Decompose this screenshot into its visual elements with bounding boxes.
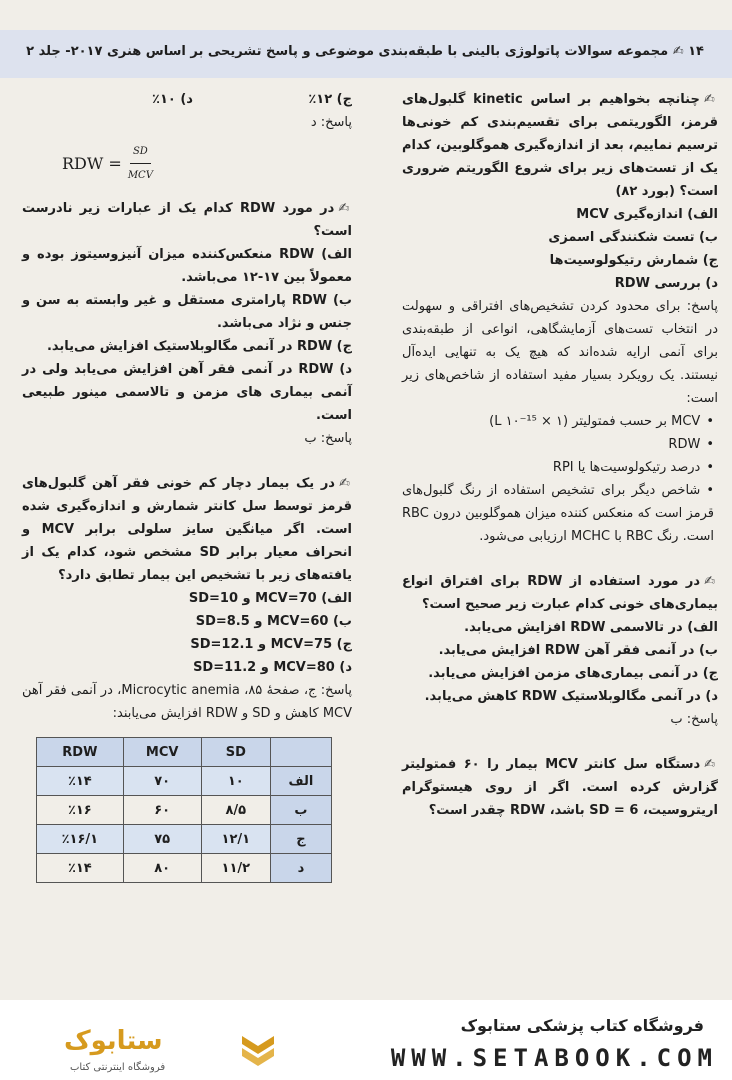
table-cell: ۱۰: [201, 767, 270, 796]
q4-option-c: ج) RDW در آنمی مگالوبلاستیک افزایش می‌یابد.: [46, 339, 352, 354]
q1-bullet-3: • درصد رتیکولوسیت‌ها یا RPI: [402, 456, 718, 479]
q2-option-a: الف) در تالاسمی RDW افزایش می‌یابد.: [464, 620, 718, 635]
q2-option-d: د) در آنمی مگالوبلاستیک RDW کاهش می‌یابد.: [424, 689, 718, 704]
table-cell: ج: [270, 825, 331, 854]
table-row: [37, 796, 332, 825]
chevron-logo-icon: [240, 1032, 276, 1066]
page-number: ۱۴: [688, 44, 704, 59]
question-1: ✍ چنانچه بخواهیم بر اساس kinetic گلبول‌های قرمز، الگوریتمی برای تقسیم‌بندی کم خونی‌ها ترسیم نماییم، بعد از اندازه‌گیری هموگلوبین، کدام یک از تست‌های زیر برای شروع الگوریتم ضروری است؟ (بورد ۸۲): [402, 88, 718, 203]
store-title: فروشگاه کتاب پزشکی ستابوک: [460, 1016, 704, 1035]
prev-option-c: ج) ۱۲٪: [308, 92, 352, 107]
table-cell: ٪۱۴: [37, 767, 124, 796]
q2-answer: پاسخ: ب: [670, 712, 718, 727]
q5-option-a: الف) MCV=70 و SD=10: [188, 591, 352, 606]
table-cell: ۸/۵: [201, 796, 270, 825]
q5-option-c: ج) MCV=75 و SD=12.1: [190, 637, 352, 652]
setabook-logo[interactable]: [28, 1014, 278, 1073]
footer-banner: [0, 1000, 732, 1080]
question-2: ✍ در مورد استفاده از RDW برای افتراق انواع بیماری‌های خونی کدام عبارت زیر صحیح است؟: [402, 570, 718, 616]
table-header: RDW: [37, 738, 124, 767]
table-cell: ٪۱۴: [37, 854, 124, 883]
table-cell: ٪۱۶: [37, 796, 124, 825]
table-cell: ب: [270, 796, 331, 825]
q5-option-b: ب) MCV=60 و SD=8.5: [195, 614, 352, 629]
left-column: [22, 88, 352, 883]
table-cell: ۷۵: [123, 825, 201, 854]
prev-answer: پاسخ: د: [310, 115, 352, 130]
formula-fraction: [128, 140, 153, 187]
q2-option-b: ب) در آنمی فقر آهن RDW افزایش می‌یابد.: [438, 643, 718, 658]
store-url[interactable]: WWW.SETABOOK.COM: [390, 1044, 718, 1072]
right-column: [402, 88, 718, 822]
q1-answer: پاسخ: برای محدود کردن تشخیص‌های افتراقی و سهولت در انتخاب تست‌های آزمایشگاهی، انواعی از طبقه‌بندی برای آنمی ارایه شده‌اند که هیچ یک به تنهایی ایده‌آل نیستند. یک رویکرد بسیار مفید استفاده از شاخص‌های زیر است:: [402, 299, 718, 406]
table-cell: د: [270, 854, 331, 883]
q5-answer: پاسخ: ج، صفحهٔ ۸۵، Microcytic anemia، در آنمی فقر آهن MCV کاهش و SD و RDW افزایش می‌یابند:: [22, 683, 352, 721]
question-4: ✍ در مورد RDW کدام یک از عبارات زیر نادرست است؟: [22, 197, 352, 243]
table-header-row: [37, 738, 332, 767]
table-cell: ۱۱/۲: [201, 854, 270, 883]
question-5: ✍ در یک بیمار دچار کم خونی فقر آهن گلبول‌های قرمز توسط سل کانتر شمارش و اندازه‌گیری شده است. اگر میانگین سایز سلولی برابر MCV و انحراف معیار برابر SD مشخص شود، کدام یک از یافته‌های زیر با تشخیص این بیمار تطابق دارد؟: [22, 472, 352, 587]
table-cell: ۷۰: [123, 767, 201, 796]
running-header: [26, 44, 704, 59]
formula-lhs: RDW =: [62, 154, 122, 173]
q4-option-d: د) RDW در آنمی فقر آهن افزایش می‌یابد ولی در آنمی بیماری های مزمن و تالاسمی مینور طبیعی است.: [22, 362, 352, 423]
table-header: MCV: [123, 738, 201, 767]
table-row: [37, 825, 332, 854]
table-cell: الف: [270, 767, 331, 796]
table-cell: ۸۰: [123, 854, 201, 883]
table-header: [270, 738, 331, 767]
q4-option-b: ب) RDW پارامتری مستقل و غیر وابسته به سن و جنس و نژاد می‌باشد.: [22, 293, 352, 331]
q1-bullet-4: • شاخص دیگر برای تشخیص استفاده از رنگ گلبول‌های قرمز است که منعکس کننده میزان هموگلوبین درون RBC است. رنگ RBC با MCHC ارزیابی می‌شود.: [402, 479, 718, 548]
q4-answer: پاسخ: ب: [304, 431, 352, 446]
answer-table: [36, 737, 332, 883]
question-3: ✍ دستگاه سل کانتر MCV بیمار را ۶۰ فمتولیتر گزارش کرده است. اگر از روی هیستوگرام اریتروسیت، SD = 6 باشد، RDW چقدر است؟: [402, 753, 718, 822]
q1-option-c: ج) شمارش رتیکولوسیت‌ها: [549, 253, 718, 268]
logo-text: ستابوک: [64, 1026, 163, 1056]
q1-option-a: الف) اندازه‌گیری MCV: [576, 207, 718, 222]
book-title: مجموعه سوالات پاتولوژی بالینی با طبقه‌بندی موضوعی و پاسخ تشریحی بر اساس هنری ۲۰۱۷- جلد ۲: [26, 44, 669, 59]
table-cell: ۶۰: [123, 796, 201, 825]
q1-bullet-1: • MCV بر حسب فمتولیتر (L ‎۱۰‎⁻¹⁵ × ۱): [402, 410, 718, 433]
table-row: [37, 854, 332, 883]
prev-option-d: د) ۱۰٪: [152, 92, 193, 107]
q5-option-d: د) MCV=80 و SD=11.2: [193, 660, 352, 675]
table-cell: ۱۲/۱: [201, 825, 270, 854]
q2-option-c: ج) در آنمی بیماری‌های مزمن افزایش می‌یابد.: [428, 666, 718, 681]
rdw-formula: [62, 140, 352, 187]
table-row: [37, 767, 332, 796]
pen-icon: ✍: [672, 44, 684, 59]
q4-option-a: الف) RDW منعکس‌کننده میزان آنیزوسیتوز بوده و معمولاً بین ۱۷-۱۲ می‌باشد.: [22, 247, 352, 285]
logo-subtitle: فروشگاه اینترنتی کتاب: [70, 1062, 166, 1073]
prev-options: [22, 88, 352, 111]
q1-option-b: ب) تست شکنندگی اسمزی: [548, 230, 718, 245]
q1-bullet-2: • RDW: [402, 433, 718, 456]
q1-option-d: د) بررسی RDW: [614, 276, 718, 291]
table-cell: ٪۱۶/۱: [37, 825, 124, 854]
formula-numerator: SD: [130, 140, 151, 164]
formula-denominator: MCV: [127, 170, 153, 181]
table-header: SD: [201, 738, 270, 767]
